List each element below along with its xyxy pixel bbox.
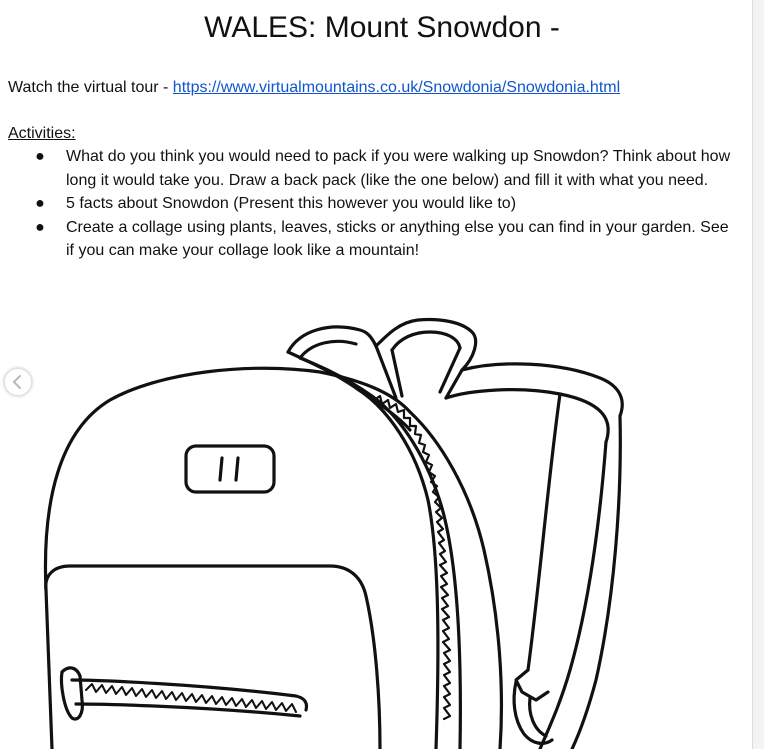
virtual-tour-line [8,78,620,98]
bullet-icon: ● [35,218,45,236]
activity-text: Create a collage using plants, leaves, sticks or anything else you can find in your garden. See if you can make your collage look like a mountain! [66,218,729,259]
activity-text: 5 facts about Snowdon (Present this however you would like to) [66,195,517,212]
page-edge [752,0,764,749]
backpack-illustration [0,300,752,749]
bullet-icon: ● [35,148,45,165]
activities-list [8,145,738,263]
activity-item-pack [8,145,738,192]
activity-text: What do you think you would need to pack if you were walking up Snowdon? Think about how long it would take you. Draw a back pack (like the one below) and fill it with what you need. [66,148,731,189]
virtual-tour-link[interactable]: https://www.virtualmountains.co.uk/Snowdonia/Snowdonia.html [172,79,621,96]
activity-item-facts [8,192,738,216]
document-title: WALES: Mount Snowdon - [204,11,560,44]
virtual-tour-label: Watch the virtual tour - [8,79,173,96]
bullet-icon: ● [35,195,45,212]
activity-item-collage [8,216,738,263]
activities-heading: Activities: [8,125,76,142]
